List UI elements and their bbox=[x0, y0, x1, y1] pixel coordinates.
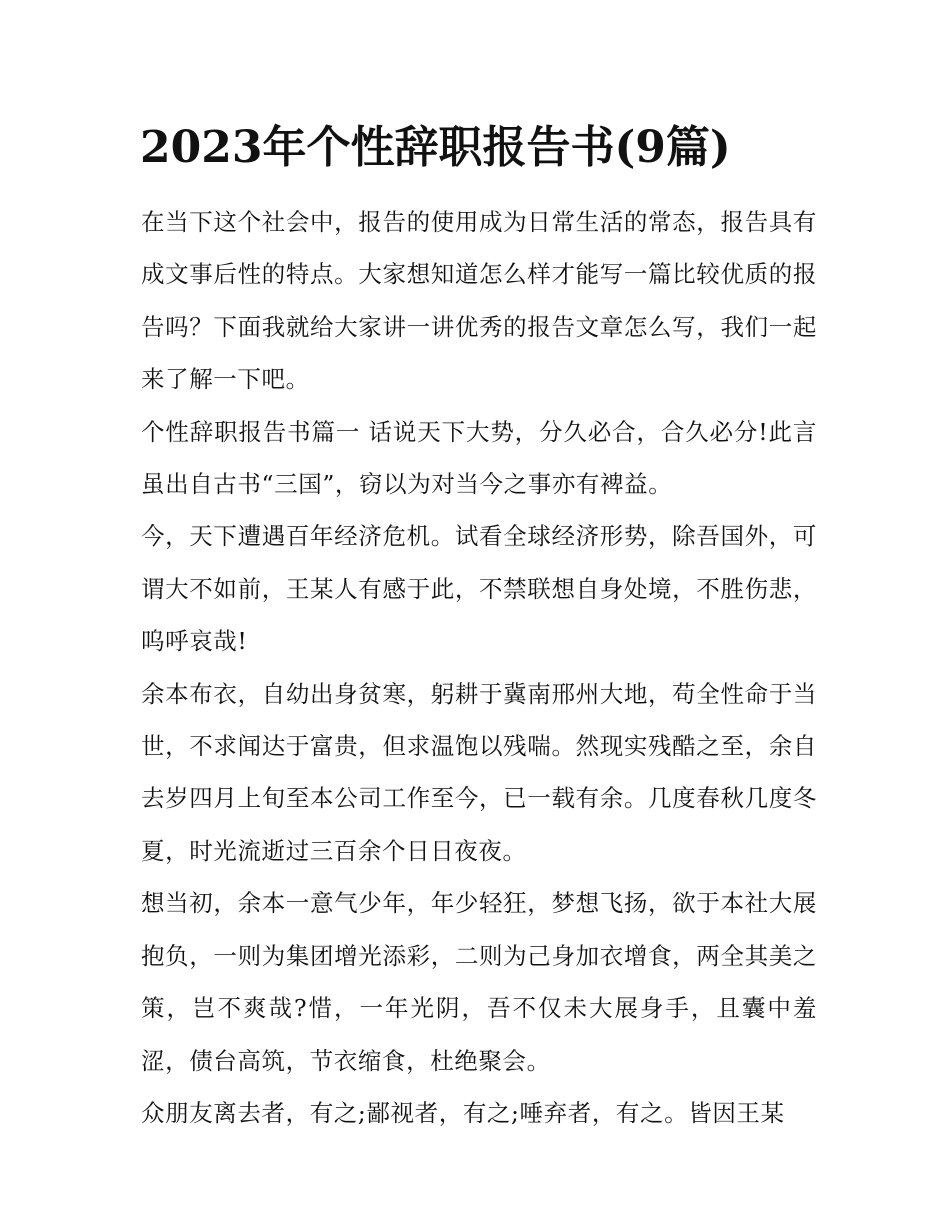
paragraph-economic-crisis: 今，天下遭遇百年经济危机。试看全球经济形势，除吾国外，可谓大不如前，王某人有感于此，不禁联想自身处境，不胜伤悲，呜呼哀哉! bbox=[141, 522, 817, 656]
paragraph-ambitions: 想当初，余本一意气少年，年少轻狂，梦想飞扬，欲于本社大展抱负，一则为集团增光添彩，二则为己身加衣增食，两全其美之策，岂不爽哉?惜，一年光阴，吾不仅未大展身手，且囊中羞涩，债台高筑，节衣缩食，杜绝聚会。 bbox=[141, 889, 817, 1075]
paragraph-intro: 在当下这个社会中，报告的使用成为日常生活的常态，报告具有成文事后性的特点。大家想知道怎么样才能写一篇比较优质的报告吗？下面我就给大家讲一讲优秀的报告文章怎么写，我们一起来了解一下吧。 bbox=[141, 208, 817, 394]
paragraph-background: 余本布衣，自幼出身贫寒，躬耕于冀南邢州大地，苟全性命于当世，不求闻达于富贵，但求温饱以残喘。然现实残酷之至，余自去岁四月上旬至本公司工作至今，已一载有余。几度春秋几度冬夏，时光流逝过三百余个日日夜夜。 bbox=[141, 679, 817, 865]
document-body bbox=[141, 196, 817, 1139]
paragraph-chapter-one-opening: 个性辞职报告书篇一 话说天下大势，分久必合，合久必分!此言虽出自古书“三国”，窃以为对当今之事亦有裨益。 bbox=[141, 417, 817, 499]
document-title: 2023年个性辞职报告书(9篇) bbox=[140, 122, 731, 173]
paragraph-friends: 众朋友离去者，有之;鄙视者，有之;唾弃者，有之。皆因王某 bbox=[141, 1098, 785, 1127]
